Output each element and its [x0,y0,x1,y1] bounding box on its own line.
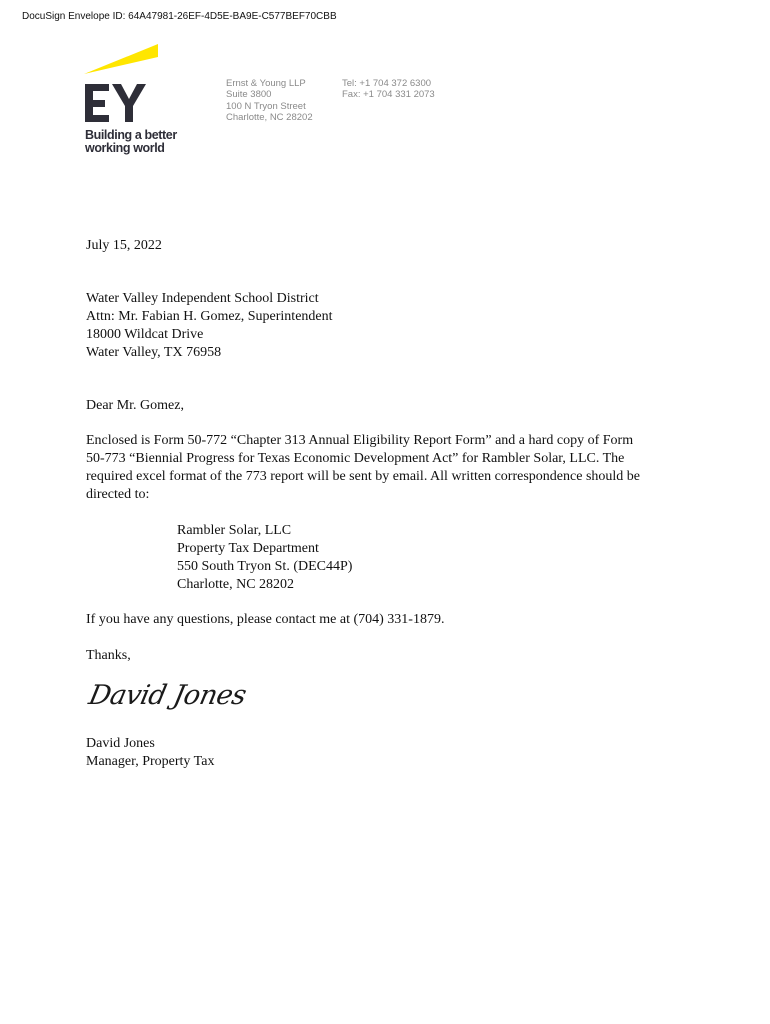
signer-title: Manager, Property Tax [86,754,215,769]
correspondence-line: Charlotte, NC 28202 [177,577,295,592]
ey-logo-mark [84,44,184,124]
salutation: Dear Mr. Gomez, [86,398,184,413]
address-line: 100 N Tryon Street [226,100,306,112]
handwritten-signature: David Jones [86,680,249,711]
ey-logo-beam [84,44,158,74]
telephone: Tel: +1 704 372 6300 [342,78,432,89]
body-line: directed to: [86,487,150,502]
correspondence-address [177,522,352,594]
address-line: Charlotte, NC 28202 [226,111,313,123]
recipient-line: Water Valley Independent School District [86,291,319,306]
office-phone [342,78,435,101]
fax: Fax: +1 704 331 2073 [342,89,435,101]
correspondence-line: Rambler Solar, LLC [177,523,292,538]
closing: Thanks, [86,648,131,663]
body-paragraph [86,432,696,504]
signer-block [86,735,214,771]
office-address [226,78,313,123]
body-line: required excel format of the 773 report will be sent by email. All written correspondence should be [86,469,640,484]
recipient-line: 18000 Wildcat Drive [86,327,204,342]
tagline-line: Building a better [85,128,177,142]
body-line: Enclosed is Form 50-772 “Chapter 313 Annual Eligibility Report Form” and a hard copy of Form [86,433,634,448]
ey-logo-letters [85,84,146,122]
letter-date: July 15, 2022 [86,238,162,253]
recipient-line: Attn: Mr. Fabian H. Gomez, Superintendent [86,309,333,324]
address-line: Ernst & Young LLP [226,78,306,89]
correspondence-line: Property Tax Department [177,541,319,556]
contact-line: If you have any questions, please contact me at (704) 331-1879. [86,612,445,627]
correspondence-line: 550 South Tryon St. (DEC44P) [177,559,353,574]
tagline-line: working world [85,140,165,155]
address-line: Suite 3800 [226,89,272,101]
body-line: 50-773 “Biennial Progress for Texas Economic Development Act” for Rambler Solar, LLC. The [86,451,625,466]
recipient-line: Water Valley, TX 76958 [86,345,222,360]
docusign-envelope-id: DocuSign Envelope ID: 64A47981-26EF-4D5E-BA9E-C577BEF70CBB [22,11,337,22]
recipient-block [86,290,333,362]
ey-tagline [85,129,177,154]
signer-name: David Jones [86,736,155,751]
